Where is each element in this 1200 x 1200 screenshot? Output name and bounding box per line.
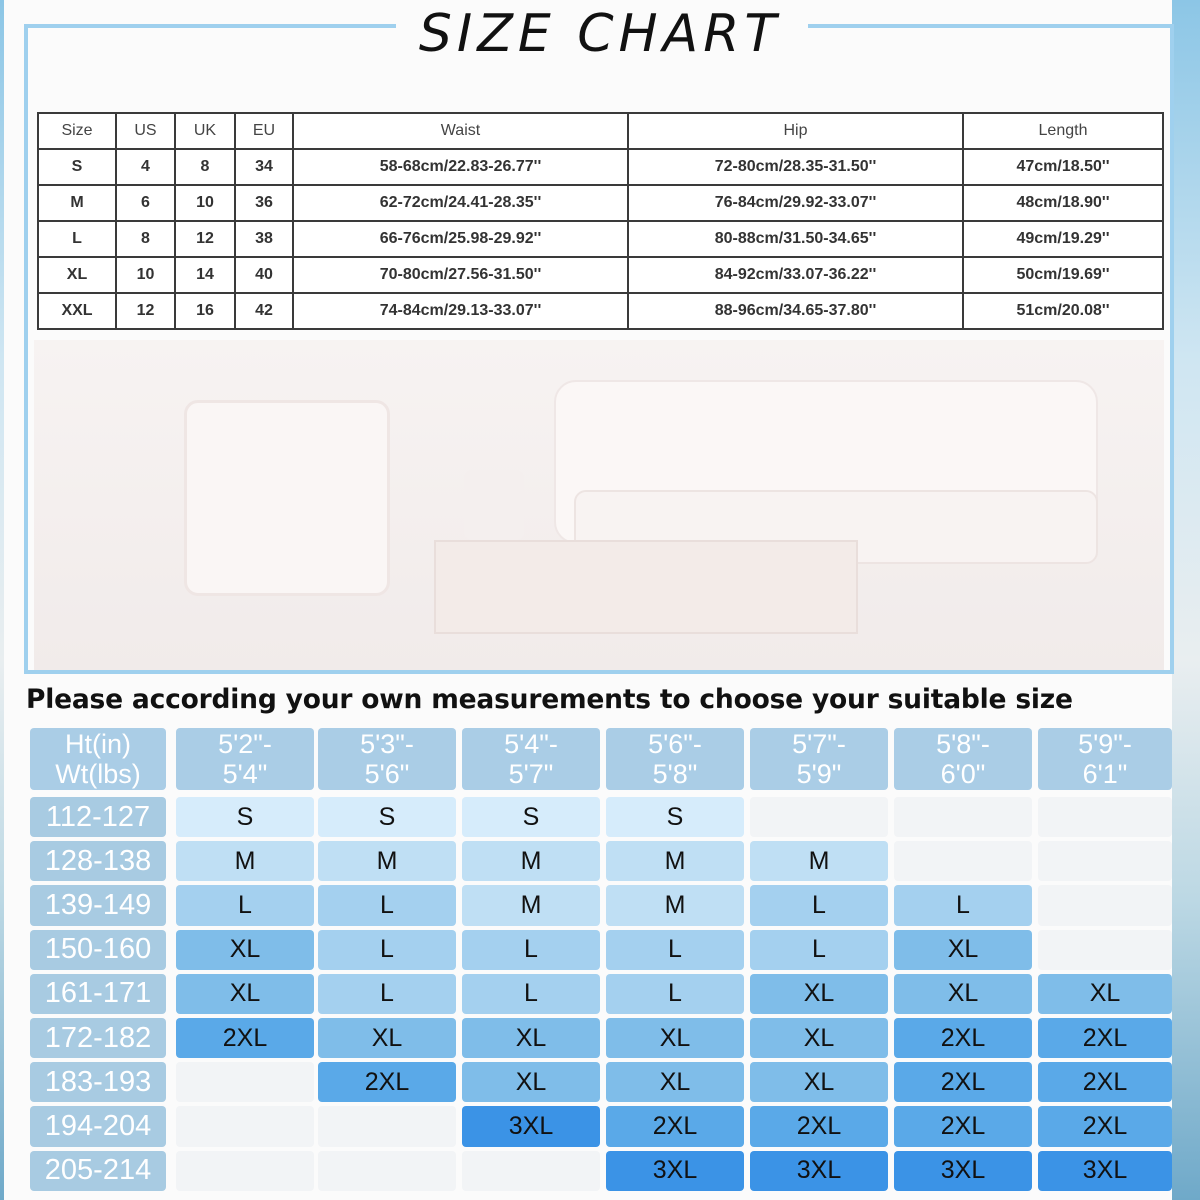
header-waist: Waist: [293, 113, 628, 149]
size-cell: [1038, 841, 1172, 881]
size-cell: L: [894, 885, 1032, 925]
table-cell: 40: [235, 257, 293, 293]
size-cell: L: [176, 885, 314, 925]
header-line: 5'6"-: [648, 729, 702, 759]
table-cell: 42: [235, 293, 293, 329]
table-cell: 12: [116, 293, 175, 329]
size-cell: L: [462, 974, 600, 1014]
size-cell: XL: [176, 930, 314, 970]
size-cell: XL: [318, 1018, 456, 1058]
table-cell: S: [38, 149, 116, 185]
header-line: Ht(in): [65, 729, 131, 759]
table-cell: M: [38, 185, 116, 221]
header-line: 6'0": [940, 759, 986, 789]
size-cell: 3XL: [750, 1151, 888, 1191]
header-uk: UK: [175, 113, 235, 149]
size-cell: XL: [1038, 974, 1172, 1014]
table-cell: 84-92cm/33.07-36.22'': [628, 257, 963, 293]
size-cell: M: [176, 841, 314, 881]
header-hip: Hip: [628, 113, 963, 149]
weight-label: 150-160: [30, 930, 166, 970]
table-cell: 76-84cm/29.92-33.07'': [628, 185, 963, 221]
size-cell: [176, 1106, 314, 1146]
size-cell: M: [606, 885, 744, 925]
size-cell: L: [606, 974, 744, 1014]
table-cell: 36: [235, 185, 293, 221]
size-cell: [318, 1151, 456, 1191]
table-row: [38, 149, 1163, 185]
size-cell: 2XL: [318, 1062, 456, 1102]
weight-label: 194-204: [30, 1106, 166, 1146]
size-cell: [176, 1151, 314, 1191]
size-cell: 2XL: [1038, 1062, 1172, 1102]
header-line: Wt(lbs): [55, 759, 141, 789]
size-cell: 2XL: [1038, 1018, 1172, 1058]
table-cell: 6: [116, 185, 175, 221]
height-header: [750, 728, 888, 790]
size-table: [37, 112, 1164, 330]
size-cell: XL: [750, 1062, 888, 1102]
header-line: 5'9"-: [1078, 729, 1132, 759]
header-line: 5'8"-: [936, 729, 990, 759]
weight-label: 139-149: [30, 885, 166, 925]
size-cell: XL: [176, 974, 314, 1014]
weight-label: 128-138: [30, 841, 166, 881]
corner-header: [30, 728, 166, 790]
table-cell: XL: [38, 257, 116, 293]
table-row: [38, 185, 1163, 221]
size-cell: L: [750, 885, 888, 925]
size-cell: L: [606, 930, 744, 970]
header-line: 5'7": [508, 759, 554, 789]
weight-label: 172-182: [30, 1018, 166, 1058]
table-cell: XXL: [38, 293, 116, 329]
instruction-text: Please according your own measurements to choose your suitable size: [26, 684, 1073, 715]
table-row: [38, 293, 1163, 329]
height-header: [462, 728, 600, 790]
weight-label: 161-171: [30, 974, 166, 1014]
table-cell: 58-68cm/22.83-26.77'': [293, 149, 628, 185]
height-header: [606, 728, 744, 790]
table-cell: 48cm/18.90'': [963, 185, 1163, 221]
size-cell: 3XL: [894, 1151, 1032, 1191]
size-cell: M: [462, 841, 600, 881]
height-header: [1038, 728, 1172, 790]
size-cell: 2XL: [606, 1106, 744, 1146]
table-cell: 88-96cm/34.65-37.80'': [628, 293, 963, 329]
size-cell: M: [318, 841, 456, 881]
size-cell: [1038, 797, 1172, 837]
size-cell: 2XL: [750, 1106, 888, 1146]
size-cell: M: [462, 885, 600, 925]
size-cell: [318, 1106, 456, 1146]
table-cell: 8: [116, 221, 175, 257]
size-cell: M: [606, 841, 744, 881]
height-header: [176, 728, 314, 790]
size-cell: L: [750, 930, 888, 970]
table-cell: 50cm/19.69'': [963, 257, 1163, 293]
size-cell: XL: [750, 974, 888, 1014]
table-cell: 70-80cm/27.56-31.50'': [293, 257, 628, 293]
table-cell: 66-76cm/25.98-29.92'': [293, 221, 628, 257]
size-cell: [176, 1062, 314, 1102]
living-room-background: [34, 340, 1164, 670]
table-row: [38, 257, 1163, 293]
height-header: [894, 728, 1032, 790]
size-cell: 2XL: [894, 1018, 1032, 1058]
size-cell: L: [318, 974, 456, 1014]
header-line: 6'1": [1082, 759, 1128, 789]
size-cell: [1038, 885, 1172, 925]
table-cell: 10: [116, 257, 175, 293]
header-line: 5'8": [652, 759, 698, 789]
size-cell: XL: [894, 974, 1032, 1014]
header-line: 5'4"-: [504, 729, 558, 759]
size-cell: 2XL: [1038, 1106, 1172, 1146]
table-cell: 51cm/20.08'': [963, 293, 1163, 329]
size-cell: M: [750, 841, 888, 881]
size-cell: 3XL: [606, 1151, 744, 1191]
header-line: 5'2"-: [218, 729, 272, 759]
size-cell: [750, 797, 888, 837]
table-cell: 62-72cm/24.41-28.35'': [293, 185, 628, 221]
weight-label: 205-214: [30, 1151, 166, 1191]
size-cell: L: [318, 930, 456, 970]
size-cell: [894, 797, 1032, 837]
size-cell: L: [462, 930, 600, 970]
weight-label: 112-127: [30, 797, 166, 837]
table-cell: 80-88cm/31.50-34.65'': [628, 221, 963, 257]
size-cell: S: [176, 797, 314, 837]
size-cell: XL: [606, 1018, 744, 1058]
header-line: 5'4": [222, 759, 268, 789]
size-cell: XL: [606, 1062, 744, 1102]
size-cell: 2XL: [176, 1018, 314, 1058]
header-eu: EU: [235, 113, 293, 149]
header-line: 5'9": [796, 759, 842, 789]
table-cell: 10: [175, 185, 235, 221]
header-line: 5'6": [364, 759, 410, 789]
header-length: Length: [963, 113, 1163, 149]
table-cell: 34: [235, 149, 293, 185]
size-cell: S: [462, 797, 600, 837]
page-title: SIZE CHART: [418, 4, 782, 64]
size-cell: XL: [894, 930, 1032, 970]
header-size: Size: [38, 113, 116, 149]
size-cell: S: [606, 797, 744, 837]
table-cell: 47cm/18.50'': [963, 149, 1163, 185]
header-line: 5'3"-: [360, 729, 414, 759]
table-cell: 38: [235, 221, 293, 257]
size-cell: [1038, 930, 1172, 970]
size-table-header-row: [38, 113, 1163, 149]
table-cell: 72-80cm/28.35-31.50'': [628, 149, 963, 185]
weight-label: 183-193: [30, 1062, 166, 1102]
size-cell: XL: [462, 1062, 600, 1102]
table-cell: 4: [116, 149, 175, 185]
size-cell: 3XL: [462, 1106, 600, 1146]
table-cell: 49cm/19.29'': [963, 221, 1163, 257]
size-cell: 2XL: [894, 1106, 1032, 1146]
size-cell: XL: [750, 1018, 888, 1058]
header-line: 5'7"-: [792, 729, 846, 759]
table-cell: L: [38, 221, 116, 257]
table-cell: 14: [175, 257, 235, 293]
table-cell: 74-84cm/29.13-33.07'': [293, 293, 628, 329]
size-cell: 3XL: [1038, 1151, 1172, 1191]
size-cell: [462, 1151, 600, 1191]
size-cell: S: [318, 797, 456, 837]
size-cell: [894, 841, 1032, 881]
height-header: [318, 728, 456, 790]
size-cell: XL: [462, 1018, 600, 1058]
size-cell: 2XL: [894, 1062, 1032, 1102]
size-cell: L: [318, 885, 456, 925]
table-cell: 12: [175, 221, 235, 257]
table-cell: 8: [175, 149, 235, 185]
table-cell: 16: [175, 293, 235, 329]
table-row: [38, 221, 1163, 257]
header-us: US: [116, 113, 175, 149]
